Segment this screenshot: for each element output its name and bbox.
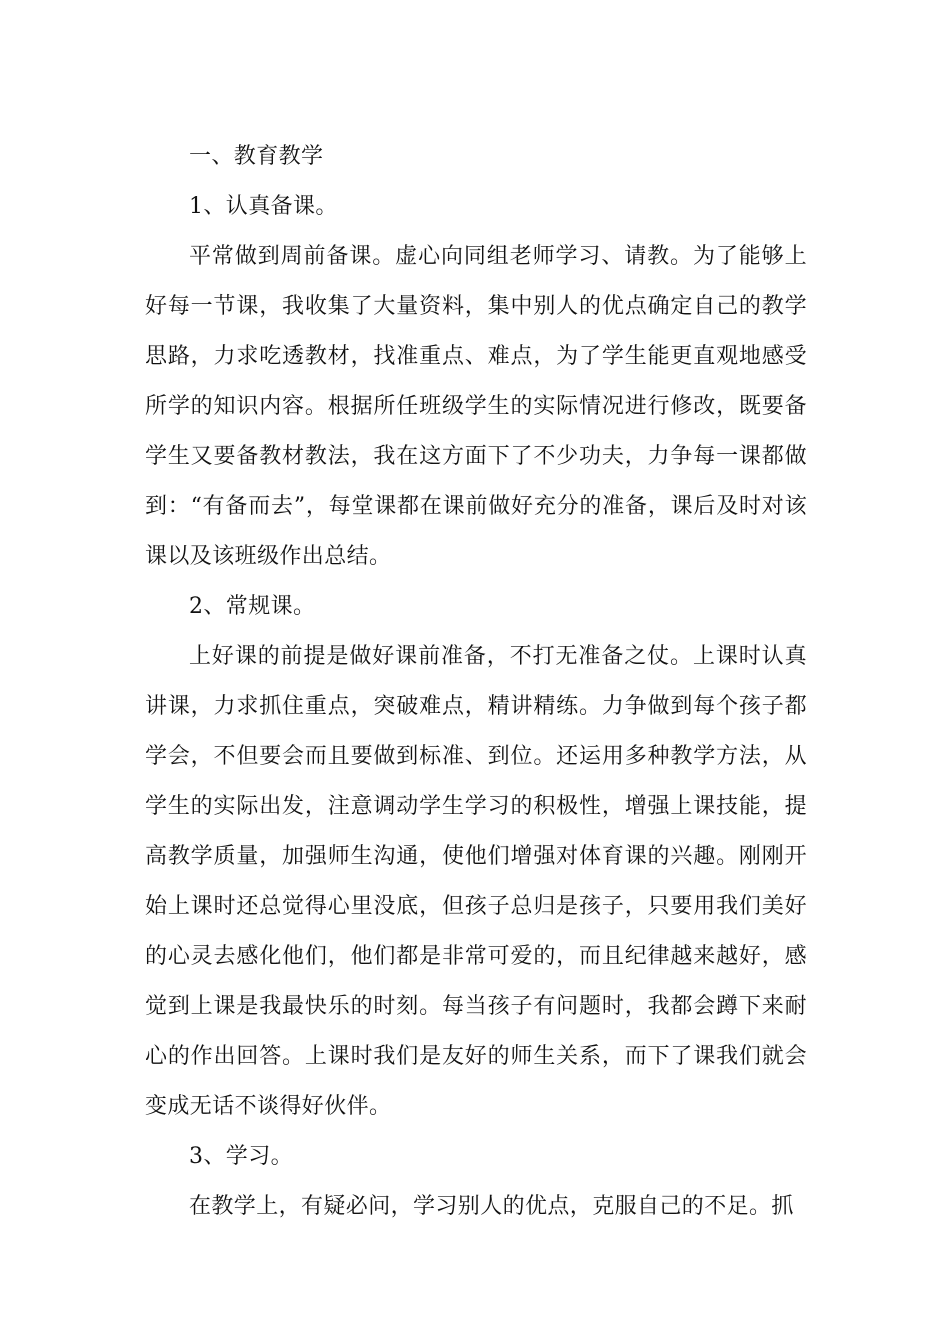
paragraph-regular-class: 上好课的前提是做好课前准备，不打无准备之仗。上课时认真讲课，力求抓住重点，突破难点，精讲精练。力争做到每个孩子都学会，不但要会而且要做到标准、到位。还运用多种教学方法，从学生的实际出发，注意调动学生学习的积极性，增强上课技能，提高教学质量，加强师生沟通，使他们增强对体育课的兴趣。刚刚开始上课时还总觉得心里没底，但孩子总归是孩子，只要用我们美好的心灵去感化他们，他们都是非常可爱的，而且纪律越来越好，感觉到上课是我最快乐的时刻。每当孩子有问题时，我都会蹲下来耐心的作出回答。上课时我们是友好的师生关系，而下了课我们就会变成无话不谈得好伙伴。 bbox=[145, 644, 807, 1119]
paragraph-study: 在教学上，有疑必问，学习别人的优点，克服自己的不足。抓 bbox=[189, 1194, 794, 1219]
item-heading-prep: 1、认真备课。 bbox=[189, 194, 338, 219]
paragraph-prep: 平常做到周前备课。虚心向同组老师学习、请教。为了能够上好每一节课，我收集了大量资料，集中别人的优点确定自己的教学思路，力求吃透教材，找准重点、难点，为了学生能更直观地感受所学的知识内容。根据所任班级学生的实际情况进行修改，既要备学生又要备教材教法，我在这方面下了不少功夫，力争每一课都做到：“有备而去”，每堂课都在课前做好充分的准备，课后及时对该课以及该班级作出总结。 bbox=[145, 244, 807, 569]
item-heading-regular-class: 2、常规课。 bbox=[189, 594, 316, 619]
section-title: 一、教育教学 bbox=[189, 144, 324, 169]
document-body bbox=[145, 132, 807, 1232]
item-heading-study: 3、学习。 bbox=[189, 1144, 293, 1169]
